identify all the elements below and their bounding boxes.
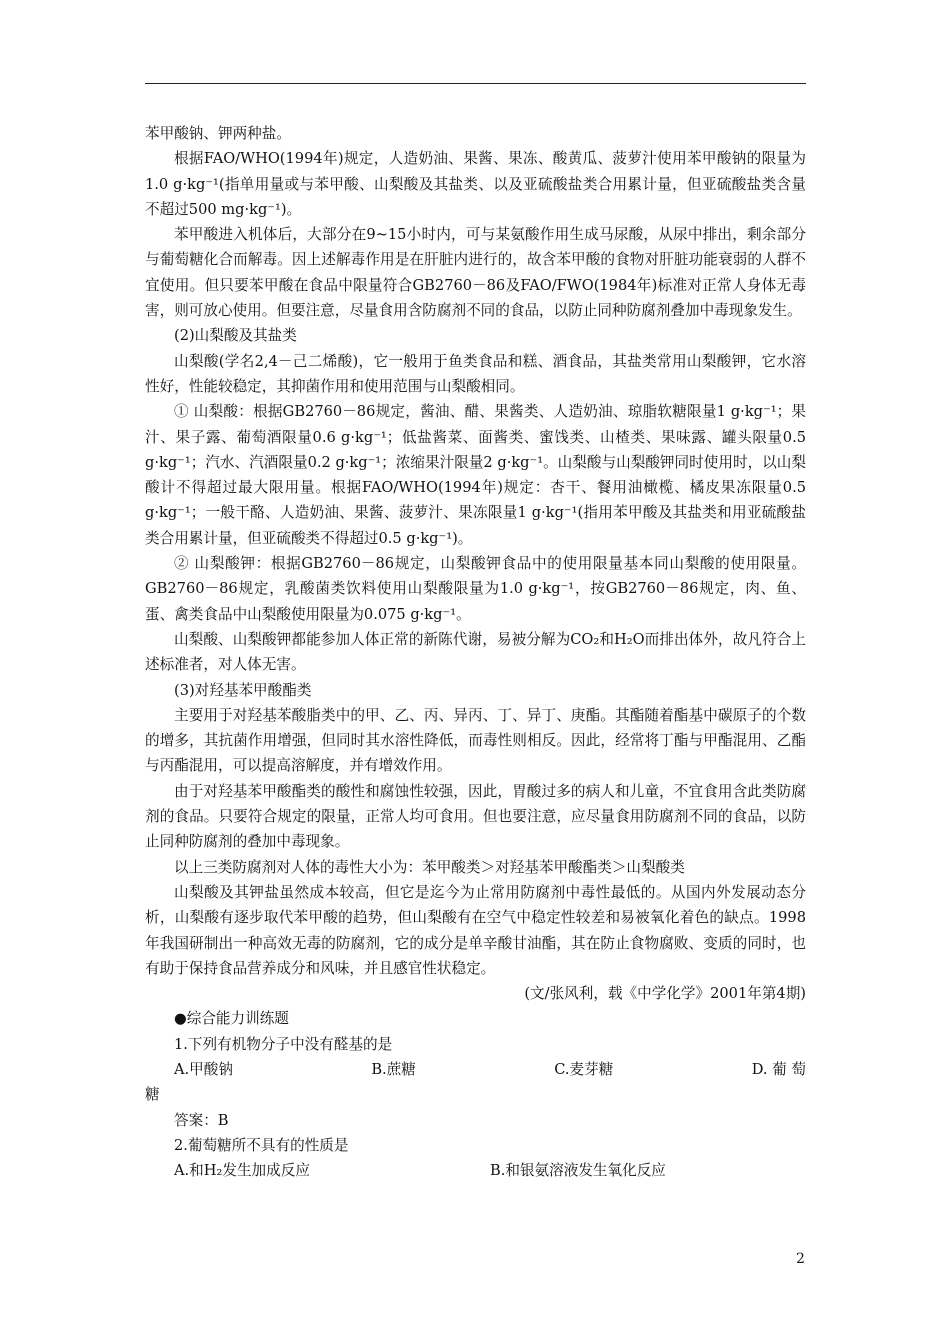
option-b: B.蔗糖 [371, 1060, 416, 1078]
exercise-heading: ●综合能力训练题 [174, 1010, 289, 1028]
question-1-stem: 1.下列有机物分子中没有醛基的是 [174, 1035, 393, 1053]
option-c: C.麦芽糖 [554, 1060, 614, 1078]
option-d-wrap: 糖 [145, 1086, 160, 1104]
paragraph: 山梨酸(学名2,4－己二烯酸)，它一般用于鱼类食品和糕、酒食品，其盐类常用山梨酸钾，它水溶性好，性能较稳定，其抑菌作用和使用范围与山梨酸相同。 [145, 352, 806, 395]
paragraph: 主要用于对羟基苯酸脂类中的甲、乙、丙、异丙、丁、异丁、庚酯。其酯随着酯基中碳原子的个数的增多，其抗菌作用增强，但同时其水溶性降低，而毒性则相反。因此，经常将丁酯与甲酯混用、乙酯与丙酯混用，可以提高溶解度，并有增效作用。 [145, 706, 806, 775]
paragraph: ① 山梨酸：根据GB2760－86规定，酱油、醋、果酱类、人造奶油、琼脂软糖限量1 g·kg⁻¹；果汁、果子露、葡萄酒限量0.6 g·kg⁻¹；低盐酱菜、面酱类、蜜饯类、山楂类、果味露、罐头限量0.5 g·kg⁻¹；汽水、汽酒限量0.2 g·kg⁻¹；浓缩果汁限量2 g·kg⁻¹。山梨酸与山梨酸钾同时使用时，以山梨酸计不得超过最大限用量。根据FAO/WHO(1994年)规定：杏干、餐用油橄榄、橘皮果冻限量0.5 g·kg⁻¹；一般干酪、人造奶油、果酱、菠萝汁、果冻限量1 g·kg⁻¹(指用苯甲酸及其盐类和用亚硫酸盐类合用累计量，但亚硫酸类不得超过0.5 g·kg⁻¹)。 [145, 403, 806, 547]
question-1-options [145, 1057, 806, 1082]
paragraph: 根据FAO/WHO(1994年)规定，人造奶油、果酱、果冻、酸黄瓜、菠萝汁使用苯甲酸钠的限量为1.0 g·kg⁻¹(指单用量或与苯甲酸、山梨酸及其盐类、以及亚硫酸盐类合用累计量，但亚硫酸盐类含量不超过500 mg·kg⁻¹)。 [145, 150, 806, 218]
paragraph: ② 山梨酸钾：根据GB2760－86规定，山梨酸钾食品中的使用限量基本同山梨酸的使用限量。GB2760－86规定，乳酸菌类饮料使用山梨酸限量为1.0 g·kg⁻¹，按GB2760－86规定，肉、鱼、蛋、禽类食品中山梨酸使用限量为0.075 g·kg⁻¹。 [145, 555, 806, 623]
header-rule [145, 83, 806, 84]
question-2-options [145, 1158, 806, 1183]
section-heading: (2)山梨酸及其盐类 [174, 327, 297, 345]
page-body [145, 121, 806, 1183]
section-heading: (3)对羟基苯甲酸酯类 [174, 681, 312, 699]
paragraph: 苯甲酸钠、钾两种盐。 [145, 125, 291, 142]
paragraph: 苯甲酸进入机体后，大部分在9~15小时内，可与某氨酸作用生成马尿酸，从尿中排出，剩余部分与葡萄糖化合而解毒。因上述解毒作用是在肝脏内进行的，故含苯甲酸的食物对肝脏功能衰弱的人群不宜使用。但只要苯甲酸在食品中限量符合GB2760－86及FAO/FWO(1984年)标准对正常人身体无毒害，则可放心使用。但要注意，尽量食用含防腐剂不同的食品，以防止同种防腐剂叠加中毒现象发生。 [145, 226, 806, 320]
paragraph: 山梨酸及其钾盐虽然成本较高，但它是迄今为止常用防腐剂中毒性最低的。从国内外发展动态分析，山梨酸有逐步取代苯甲酸的趋势，但山梨酸有在空气中稳定性较差和易被氧化着色的缺点。1998年我国研制出一种高效无毒的防腐剂，它的成分是单辛酸甘油酯，其在防止食物腐败、变质的同时，也有助于保持食品营养成分和风味，并且感官性状稳定。 [145, 883, 806, 977]
option-d: D. 葡 萄 [751, 1060, 806, 1078]
question-1-answer: 答案：B [174, 1111, 229, 1129]
question-2-stem: 2.葡萄糖所不具有的性质是 [174, 1136, 349, 1154]
paragraph: 山梨酸、山梨酸钾都能参加人体正常的新陈代谢，易被分解为CO₂和H₂O而排出体外，故凡符合上述标准者，对人体无害。 [145, 630, 806, 674]
option-b: B.和银氨溶液发生氧化反应 [490, 1162, 666, 1180]
page-number: 2 [796, 1251, 805, 1267]
paragraph: 由于对羟基苯甲酸酯类的酸性和腐蚀性较强，因此，胃酸过多的病人和儿童，不宜食用含此类防腐剂的食品。只要符合规定的限量，正常人均可食用。但也要注意，应尽量食用防腐剂不同的食品，以防止同种防腐剂的叠加中毒现象。 [145, 782, 806, 851]
option-a: A.和H₂发生加成反应 [174, 1162, 310, 1180]
option-a: A.甲酸钠 [174, 1060, 233, 1078]
paragraph: 以上三类防腐剂对人体的毒性大小为：苯甲酸类＞对羟基苯甲酸酯类＞山梨酸类 [174, 858, 685, 876]
source-citation: (文/张风利，载《中学化学》2001年第4期) [524, 985, 806, 1003]
